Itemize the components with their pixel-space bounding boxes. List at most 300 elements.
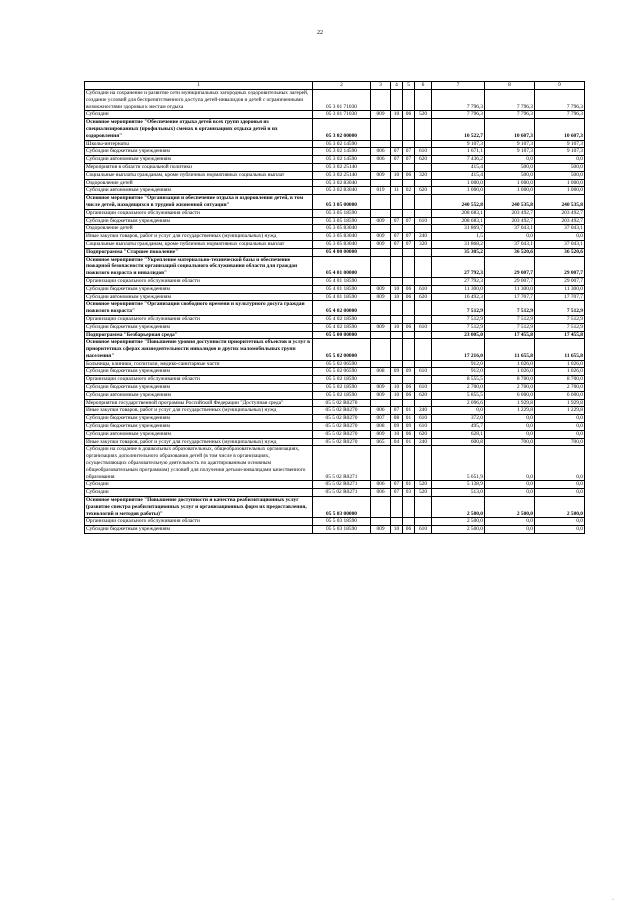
cell-v8: 0,0 <box>485 481 535 489</box>
cell-v7: 2 500,0 <box>432 518 485 526</box>
cell-c6 <box>415 195 432 210</box>
cell-v8: 8 700,0 <box>485 376 535 384</box>
cell-v9: 203 492,7 <box>535 217 585 225</box>
cell-v9: 10 607,3 <box>535 119 585 140</box>
cell-name: Основное мероприятие "Организация и обеспечение отдыха и оздоровления детей, в том числе детей, находящихся в трудной жизненной ситуации" <box>85 195 313 210</box>
cell-v7: 11 300,0 <box>432 285 485 293</box>
cell-v7: 35 305,2 <box>432 248 485 256</box>
cell-name: Подпрограмма "Безбарьерная среда" <box>85 331 313 339</box>
table-row <box>85 248 585 256</box>
table-row <box>85 277 585 285</box>
cell-code: 05 5 02 R0271 <box>313 481 371 489</box>
cell-c5: 09 <box>403 368 415 376</box>
cell-c5 <box>403 497 415 518</box>
table-row <box>85 156 585 164</box>
cell-code: 05 4 02 18590 <box>313 315 371 323</box>
cell-v8: 0,0 <box>485 526 535 534</box>
cell-v7: 27 792,3 <box>432 256 485 277</box>
cell-v9: 1 026,0 <box>535 368 585 376</box>
cell-c4: 07 <box>391 489 403 497</box>
cell-c6: 240 <box>415 438 432 446</box>
cell-c6 <box>415 399 432 407</box>
cell-v7: 415,4 <box>432 171 485 179</box>
cell-code: 05 5 03 00000 <box>313 497 371 518</box>
cell-c3: 007 <box>371 415 391 423</box>
cell-c4 <box>391 225 403 233</box>
cell-c5: 09 <box>403 423 415 431</box>
cell-c6 <box>415 339 432 360</box>
cell-v9: 29 007,7 <box>535 256 585 277</box>
cell-c6: 520 <box>415 481 432 489</box>
cell-c3: 008 <box>371 423 391 431</box>
cell-c3 <box>371 277 391 285</box>
cell-c6: 610 <box>415 415 432 423</box>
cell-v7: 10 522,7 <box>432 119 485 140</box>
table-row <box>85 195 585 210</box>
cell-v8: 29 007,7 <box>485 256 535 277</box>
cell-c5: 06 <box>403 323 415 331</box>
cell-c4 <box>391 90 403 111</box>
cell-v9: 9 107,3 <box>535 140 585 148</box>
cell-v9: 500,0 <box>535 163 585 171</box>
cell-c5: 07 <box>403 217 415 225</box>
cell-v7: 31 868,2 <box>432 240 485 248</box>
cell-code: 05 4 01 18590 <box>313 293 371 301</box>
cell-v8: 7 796,3 <box>485 90 535 111</box>
cell-c5 <box>403 360 415 368</box>
cell-c4 <box>391 301 403 316</box>
cell-c3: 009 <box>371 293 391 301</box>
cell-code: 05 5 02 R0270 <box>313 407 371 415</box>
cell-c6: 520 <box>415 111 432 119</box>
cell-name: Подпрограмма "Старшее поколение" <box>85 248 313 256</box>
cell-v9: 0,0 <box>535 518 585 526</box>
cell-c6: 320 <box>415 171 432 179</box>
cell-c5 <box>403 446 415 481</box>
cell-name: Субсидии <box>85 489 313 497</box>
cell-code: 05 5 02 R0270 <box>313 430 371 438</box>
header-cell: 4 <box>391 82 403 90</box>
cell-c3: 009 <box>371 526 391 534</box>
cell-name: Субсидии бюджетным учреждениям <box>85 323 313 331</box>
cell-c5 <box>403 119 415 140</box>
cell-v8: 0,0 <box>485 430 535 438</box>
cell-c3 <box>371 225 391 233</box>
cell-code: 05 5 02 R0270 <box>313 399 371 407</box>
cell-c5: 07 <box>403 148 415 156</box>
cell-name: Оздоровление детей <box>85 179 313 187</box>
cell-c6: 610 <box>415 368 432 376</box>
cell-v9: 17 707,7 <box>535 293 585 301</box>
cell-v9: 700,0 <box>535 438 585 446</box>
cell-name: Организации социального обслуживания области <box>85 277 313 285</box>
cell-v9: 7 796,3 <box>535 111 585 119</box>
table-row <box>85 187 585 195</box>
cell-v8: 0,0 <box>485 423 535 431</box>
cell-code: 05 5 03 18590 <box>313 518 371 526</box>
cell-code: 05 5 00 00000 <box>313 331 371 339</box>
cell-name: Субсидии бюджетным учреждениям <box>85 384 313 392</box>
cell-name: Организации социального обслуживания области <box>85 209 313 217</box>
cell-name: Субсидии <box>85 481 313 489</box>
cell-v8: 1 026,0 <box>485 368 535 376</box>
cell-c5 <box>403 256 415 277</box>
cell-c5: 06 <box>403 391 415 399</box>
header-cell: 8 <box>485 82 535 90</box>
table-row <box>85 446 585 481</box>
cell-v7: 2 500,0 <box>432 497 485 518</box>
cell-v9: 6 000,0 <box>535 391 585 399</box>
cell-v8: 36 520,6 <box>485 248 535 256</box>
cell-code: 05 5 02 R0270 <box>313 415 371 423</box>
header-cell: 6 <box>415 82 432 90</box>
cell-c6: 610 <box>415 217 432 225</box>
cell-c6 <box>415 301 432 316</box>
cell-c4 <box>391 163 403 171</box>
table-row <box>85 323 585 331</box>
cell-v7: 16 492,3 <box>432 293 485 301</box>
table-row <box>85 368 585 376</box>
cell-c5: 06 <box>403 430 415 438</box>
cell-v7: 5 138,9 <box>432 481 485 489</box>
cell-code: 05 5 02 06590 <box>313 360 371 368</box>
cell-name: Субсидии <box>85 111 313 119</box>
cell-v7: 240 552,8 <box>432 195 485 210</box>
cell-c3: 006 <box>371 156 391 164</box>
cell-c6: 610 <box>415 323 432 331</box>
table-row <box>85 301 585 316</box>
cell-v8: 1 000,0 <box>485 187 535 195</box>
cell-c5 <box>403 195 415 210</box>
cell-c3: 009 <box>371 217 391 225</box>
cell-v7: 31 869,7 <box>432 225 485 233</box>
cell-c4 <box>391 446 403 481</box>
table-row <box>85 119 585 140</box>
cell-c5: 07 <box>403 156 415 164</box>
cell-c6: 610 <box>415 148 432 156</box>
cell-code: 05 5 02 R0271 <box>313 489 371 497</box>
cell-c3: 009 <box>371 285 391 293</box>
cell-c4: 04 <box>391 438 403 446</box>
cell-v7: 513,0 <box>432 489 485 497</box>
cell-c4 <box>391 518 403 526</box>
cell-v8: 9 107,3 <box>485 140 535 148</box>
cell-v8: 500,0 <box>485 171 535 179</box>
cell-v9: 7 512,9 <box>535 301 585 316</box>
cell-c3: 065 <box>371 438 391 446</box>
cell-code: 05 3 01 71030 <box>313 90 371 111</box>
table-row <box>85 90 585 111</box>
cell-c3 <box>371 195 391 210</box>
cell-v9: 11 655,8 <box>535 339 585 360</box>
cell-c3 <box>371 376 391 384</box>
cell-v9: 203 492,7 <box>535 209 585 217</box>
cell-name: Иные закупки товаров, работ и услуг для государственных (муниципальных) нужд <box>85 407 313 415</box>
cell-c5 <box>403 140 415 148</box>
cell-c4: 07 <box>391 240 403 248</box>
cell-c4: 08 <box>391 415 403 423</box>
cell-c4: 07 <box>391 156 403 164</box>
cell-v7: 2 700,0 <box>432 384 485 392</box>
cell-c4 <box>391 497 403 518</box>
cell-c6: 320 <box>415 240 432 248</box>
table-row <box>85 171 585 179</box>
cell-c3 <box>371 518 391 526</box>
cell-v9: 2 700,0 <box>535 384 585 392</box>
cell-code: 05 5 02 R0271 <box>313 446 371 481</box>
cell-code: 05 5 02 18590 <box>313 384 371 392</box>
table-row <box>85 376 585 384</box>
cell-code: 05 3 05 83040 <box>313 225 371 233</box>
cell-v9: 1 929,8 <box>535 399 585 407</box>
cell-c5 <box>403 209 415 217</box>
cell-c4: 07 <box>391 481 403 489</box>
cell-c6 <box>415 163 432 171</box>
cell-c4 <box>391 179 403 187</box>
table-row <box>85 391 585 399</box>
cell-code: 05 5 02 00000 <box>313 339 371 360</box>
cell-name: Субсидии бюджетным учреждениям <box>85 285 313 293</box>
cell-c6: 240 <box>415 407 432 415</box>
budget-table-container <box>84 81 584 534</box>
cell-v8: 0,0 <box>485 415 535 423</box>
cell-v7: 7 512,9 <box>432 323 485 331</box>
cell-v7: 7 436,2 <box>432 156 485 164</box>
cell-c5 <box>403 518 415 526</box>
cell-v9: 37 043,1 <box>535 225 585 233</box>
cell-c5 <box>403 339 415 360</box>
cell-v8: 0,0 <box>485 446 535 481</box>
cell-c4 <box>391 209 403 217</box>
cell-c4: 10 <box>391 285 403 293</box>
cell-code: 05 3 02 25140 <box>313 171 371 179</box>
cell-v8: 1 929,8 <box>485 399 535 407</box>
cell-v9: 1 000,0 <box>535 179 585 187</box>
cell-c3: 009 <box>371 384 391 392</box>
cell-v7: 1 671,1 <box>432 148 485 156</box>
cell-v8: 2 700,0 <box>485 384 535 392</box>
cell-code: 05 3 02 14590 <box>313 148 371 156</box>
cell-c3: 019 <box>371 187 391 195</box>
cell-c6: 620 <box>415 187 432 195</box>
cell-c4: 10 <box>391 171 403 179</box>
cell-c6 <box>415 497 432 518</box>
cell-c6 <box>415 446 432 481</box>
cell-code: 05 5 02 06590 <box>313 368 371 376</box>
cell-v8: 240 535,8 <box>485 195 535 210</box>
cell-v8: 29 007,7 <box>485 277 535 285</box>
table-row <box>85 163 585 171</box>
cell-c3 <box>371 399 391 407</box>
cell-v7: 912,0 <box>432 368 485 376</box>
cell-c4: 09 <box>391 368 403 376</box>
table-row <box>85 331 585 339</box>
cell-c4: 07 <box>391 233 403 241</box>
cell-c3 <box>371 331 391 339</box>
cell-code: 05 4 02 00000 <box>313 301 371 316</box>
cell-c3 <box>371 446 391 481</box>
cell-c3 <box>371 256 391 277</box>
cell-c6 <box>415 256 432 277</box>
cell-v9: 0,0 <box>535 481 585 489</box>
cell-name: Основное мероприятие "Повышение уровня доступности приоритетных объектов и услуг в приоритетных сферах жизнедеятельности инвалидов и других маломобильных групп населения" <box>85 339 313 360</box>
cell-c6 <box>415 209 432 217</box>
header-cell: 1 <box>85 82 313 90</box>
table-row <box>85 339 585 360</box>
cell-v7: 600,8 <box>432 438 485 446</box>
cell-c5: 06 <box>403 526 415 534</box>
cell-c4 <box>391 339 403 360</box>
cell-v7: 7 796,3 <box>432 111 485 119</box>
cell-v7: 1 000,0 <box>432 179 485 187</box>
cell-c5: 03 <box>403 489 415 497</box>
cell-v8: 0,0 <box>485 518 535 526</box>
cell-c4: 10 <box>391 430 403 438</box>
cell-c5: 06 <box>403 285 415 293</box>
cell-c3 <box>371 163 391 171</box>
cell-v7: 5 855,5 <box>432 391 485 399</box>
cell-c6 <box>415 315 432 323</box>
cell-v9: 2 500,0 <box>535 497 585 518</box>
cell-v9: 0,0 <box>535 423 585 431</box>
cell-c4: 07 <box>391 217 403 225</box>
cell-name: Больницы, клиники, госпитали, медико-санитарные части <box>85 360 313 368</box>
cell-v7: 9 107,3 <box>432 140 485 148</box>
cell-v8: 11 655,8 <box>485 339 535 360</box>
cell-v7: 7 512,9 <box>432 315 485 323</box>
cell-code: 05 4 01 18590 <box>313 277 371 285</box>
cell-v8: 37 043,1 <box>485 240 535 248</box>
table-row <box>85 293 585 301</box>
cell-name: Организации социального обслуживания области <box>85 315 313 323</box>
cell-name: Субсидии автономным учреждениям <box>85 293 313 301</box>
cell-c5: 01 <box>403 481 415 489</box>
table-row <box>85 430 585 438</box>
cell-c6: 610 <box>415 285 432 293</box>
cell-c4 <box>391 360 403 368</box>
cell-v9: 0,0 <box>535 415 585 423</box>
cell-name: Иные закупки товаров, работ и услуг для государственных (муниципальных) нужд <box>85 438 313 446</box>
cell-c3: 009 <box>371 233 391 241</box>
cell-c6 <box>415 140 432 148</box>
cell-code: 05 5 02 R0270 <box>313 438 371 446</box>
table-row <box>85 481 585 489</box>
table-row <box>85 423 585 431</box>
header-cell: 5 <box>403 82 415 90</box>
cell-c6: 620 <box>415 391 432 399</box>
cell-name: Субсидии бюджетным учреждениям <box>85 423 313 431</box>
cell-code: 05 3 05 18590 <box>313 217 371 225</box>
cell-v8: 203 492,7 <box>485 209 535 217</box>
cell-v7: 17 216,0 <box>432 339 485 360</box>
cell-c4: 10 <box>391 391 403 399</box>
cell-c3: 006 <box>371 407 391 415</box>
cell-c3: 006 <box>371 489 391 497</box>
cell-v8: 0,0 <box>485 156 535 164</box>
table-row <box>85 438 585 446</box>
cell-v7: 912,0 <box>432 360 485 368</box>
cell-v7: 415,4 <box>432 163 485 171</box>
cell-c3 <box>371 248 391 256</box>
cell-name: Основное мероприятие "Укрепление материально-технической базы и обеспечение пожарной безопасности организаций социального обслуживания области для граждан пожилого возраста и инвалидов" <box>85 256 313 277</box>
cell-c3: 006 <box>371 481 391 489</box>
cell-c3 <box>371 90 391 111</box>
cell-v8: 9 107,3 <box>485 148 535 156</box>
header-cell: 7 <box>432 82 485 90</box>
cell-v8: 17 707,7 <box>485 293 535 301</box>
cell-c5: 01 <box>403 407 415 415</box>
cell-v9: 11 300,0 <box>535 285 585 293</box>
cell-code: 05 3 05 83040 <box>313 240 371 248</box>
table-row <box>85 233 585 241</box>
cell-v9: 29 007,7 <box>535 277 585 285</box>
cell-c6: 610 <box>415 423 432 431</box>
table-row <box>85 111 585 119</box>
cell-c5 <box>403 301 415 316</box>
cell-v7: 5 651,9 <box>432 446 485 481</box>
cell-code: 05 5 03 18590 <box>313 526 371 534</box>
cell-code: 05 3 05 83040 <box>313 233 371 241</box>
cell-c5: 06 <box>403 293 415 301</box>
cell-code: 05 3 02 25140 <box>313 163 371 171</box>
table-row <box>85 384 585 392</box>
cell-v9: 240 535,8 <box>535 195 585 210</box>
cell-v7: 208 683,1 <box>432 209 485 217</box>
cell-v9: 17 455,8 <box>535 331 585 339</box>
cell-v7: 208 683,1 <box>432 217 485 225</box>
cell-c6 <box>415 90 432 111</box>
corner-mark: · <box>612 897 614 903</box>
cell-c5 <box>403 90 415 111</box>
table-row <box>85 225 585 233</box>
cell-c5: 01 <box>403 415 415 423</box>
cell-v8: 0,0 <box>485 489 535 497</box>
table-row <box>85 526 585 534</box>
cell-v9: 0,0 <box>535 430 585 438</box>
cell-name: Мероприятия государственной программы Российской Федерации "Доступная среда" <box>85 399 313 407</box>
cell-v9: 500,0 <box>535 171 585 179</box>
cell-c3: 006 <box>371 148 391 156</box>
cell-c3 <box>371 179 391 187</box>
cell-code: 05 5 02 18590 <box>313 376 371 384</box>
cell-name: Субсидии бюджетным учреждениям <box>85 415 313 423</box>
cell-c6: 620 <box>415 156 432 164</box>
cell-c6: 520 <box>415 489 432 497</box>
cell-v8: 6 000,0 <box>485 391 535 399</box>
table-row <box>85 518 585 526</box>
cell-v8: 1 229,8 <box>485 407 535 415</box>
cell-v8: 1 000,0 <box>485 179 535 187</box>
table-body <box>85 90 585 534</box>
cell-c3: 009 <box>371 111 391 119</box>
table-row <box>85 179 585 187</box>
cell-code: 05 4 00 00000 <box>313 248 371 256</box>
cell-c3 <box>371 140 391 148</box>
cell-v7: 2 500,0 <box>432 526 485 534</box>
cell-v7: 23 005,0 <box>432 331 485 339</box>
cell-v8: 0,0 <box>485 233 535 241</box>
cell-c5: 06 <box>403 111 415 119</box>
cell-code: 05 4 01 00000 <box>313 256 371 277</box>
cell-c4: 10 <box>391 526 403 534</box>
table-row <box>85 140 585 148</box>
cell-v9: 0,0 <box>535 526 585 534</box>
cell-c4 <box>391 195 403 210</box>
cell-c4 <box>391 248 403 256</box>
table-row <box>85 315 585 323</box>
cell-c4: 11 <box>391 187 403 195</box>
cell-code: 05 5 02 R0270 <box>313 423 371 431</box>
